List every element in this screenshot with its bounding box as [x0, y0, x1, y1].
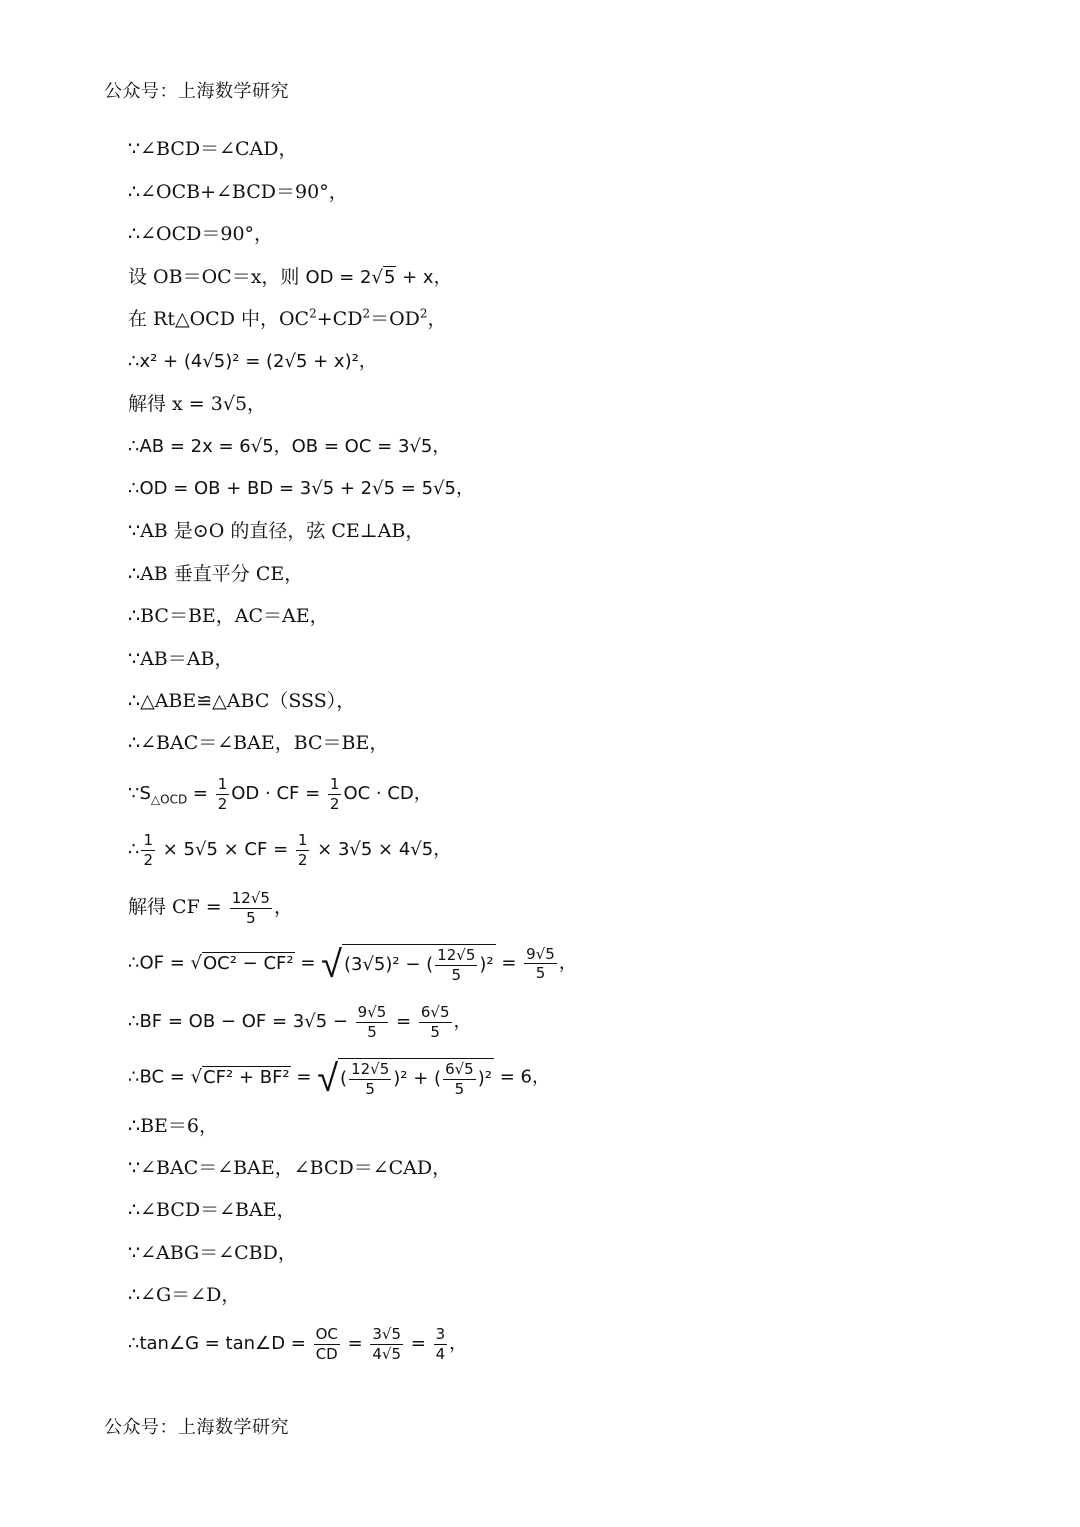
solution-line: ∴∠OCD＝90°，	[128, 223, 274, 245]
denominator: 2	[329, 794, 340, 813]
denominator: 5	[430, 1022, 440, 1041]
fraction	[419, 1004, 452, 1040]
solution-line: ∴BE＝6，	[128, 1115, 219, 1137]
big-radical: √ ( $\frac{12√5}{5}$ )² + ( $\frac{6√5}{5}$ )²	[317, 1055, 492, 1100]
solution-line: ∴∠G＝∠D，	[128, 1284, 241, 1306]
solution-line: ∴∠BAC＝∠BAE，BC＝BE，	[128, 732, 389, 754]
fraction	[370, 1326, 403, 1362]
math-part: ∴BF = OB − OF = 3√5 −	[128, 1011, 354, 1032]
math-part: )²	[477, 1068, 492, 1089]
solution-line: ∴AB = 2x = 6√5，OB = OC = 3√5，	[128, 436, 451, 457]
solution-line: ∵AB＝AB，	[128, 648, 234, 670]
solution-line: ∵∠BCD＝∠CAD，	[128, 138, 298, 160]
denominator: 5	[246, 908, 256, 927]
numerator: 6√5	[420, 1003, 450, 1021]
solution-line: ∵AB 是⊙O 的直径，弦 CE⊥AB，	[128, 520, 425, 542]
denominator: 5	[535, 964, 546, 982]
math-part: ∵S	[128, 783, 151, 804]
subscript: △OCD	[150, 792, 188, 807]
solution-line	[128, 941, 577, 986]
denominator: 2	[143, 850, 153, 869]
solution-line: ∴x² + (4√5)² = (2√5 + x)²，	[128, 351, 377, 372]
solution-line: ∴△ABE≌△ABC（SSS），	[128, 690, 356, 712]
math-part: ∴OF = √	[128, 952, 202, 974]
math-part: OD · CF =	[231, 783, 326, 804]
solution-line	[128, 1326, 467, 1362]
math-expr: OD = 2√5 + x，	[305, 267, 452, 288]
denominator: 5	[451, 965, 462, 984]
superscript: 2	[419, 306, 428, 321]
math-part: OD = 2	[305, 267, 372, 288]
solution-line: ∴BC＝BE，AC＝AE，	[128, 605, 329, 627]
solution-line	[128, 306, 447, 330]
fraction	[443, 1061, 476, 1097]
solution-line: 解得 x = 3√5，	[128, 393, 267, 415]
numerator: OC	[315, 1325, 338, 1343]
math-part: ，	[453, 1011, 472, 1032]
math-part: ∴	[128, 839, 140, 860]
numerator: 1	[297, 831, 308, 849]
text: ，	[273, 896, 293, 918]
solution-line	[128, 776, 432, 812]
math-part: (	[340, 1068, 348, 1089]
numerator: 9√5	[357, 1003, 387, 1021]
solution-line	[128, 268, 452, 287]
fraction	[296, 832, 310, 868]
numerator: 3	[435, 1325, 446, 1343]
numerator: 12√5	[231, 889, 270, 907]
denominator: 2	[217, 794, 228, 813]
math-part: =	[294, 952, 322, 974]
text: 在 Rt△OCD 中，OC	[128, 308, 310, 330]
page-header: 公众号：上海数学研究	[104, 81, 289, 102]
solution-line: ∵∠BAC＝∠BAE，∠BCD＝∠CAD，	[128, 1157, 452, 1179]
solution-line	[128, 890, 293, 926]
denominator: 5	[367, 1022, 377, 1041]
fraction	[216, 776, 230, 812]
numerator: 12√5	[351, 1060, 390, 1078]
solution-line	[128, 1004, 472, 1040]
denominator: 2	[297, 850, 308, 869]
radicand: CF² + BF²	[203, 1066, 290, 1088]
text: +CD	[316, 308, 363, 330]
text: ，	[427, 308, 447, 330]
math-part: =	[390, 1011, 417, 1032]
big-radical: √ (3√5)² − ( $\frac{12√5}{5}$ )²	[321, 941, 494, 986]
math-part: = 6，	[493, 1066, 550, 1088]
math-part: =	[405, 1333, 432, 1354]
math-part: =	[187, 783, 214, 804]
denominator: 5	[454, 1079, 465, 1098]
math-part: =	[290, 1066, 318, 1088]
fraction	[356, 1004, 389, 1040]
fraction	[230, 890, 272, 926]
math-part: OC · CD，	[343, 783, 432, 804]
math-part: =	[341, 1333, 369, 1354]
page-footer: 公众号：上海数学研究	[104, 1417, 289, 1438]
fraction	[314, 1326, 340, 1362]
math-part: (3√5)² − (	[343, 954, 434, 975]
numerator: 3√5	[372, 1325, 402, 1343]
fraction	[524, 946, 557, 982]
fraction	[328, 776, 342, 812]
solution-line	[128, 832, 451, 868]
superscript: 2	[362, 306, 371, 321]
math-part: ，	[449, 1333, 468, 1354]
fraction	[349, 1061, 391, 1097]
denominator: 4	[435, 1344, 446, 1363]
solution-line: ∴AB 垂直平分 CE，	[128, 563, 304, 585]
text: 解得 CF =	[128, 896, 228, 918]
solution-line: ∴∠BCD＝∠BAE，	[128, 1199, 296, 1221]
numerator: 6√5	[445, 1060, 474, 1078]
math-part: ，	[558, 952, 577, 974]
fraction	[141, 832, 155, 868]
numerator: 1	[329, 775, 340, 793]
solution-line: ∴OD = OB + BD = 3√5 + 2√5 = 5√5，	[128, 478, 474, 499]
math-part: × 3√5 × 4√5，	[311, 839, 452, 860]
denominator: CD	[315, 1344, 338, 1363]
numerator: 12√5	[437, 946, 476, 964]
denominator: 4√5	[372, 1344, 402, 1363]
math-part: )²	[479, 954, 494, 975]
superscript: 2	[309, 306, 317, 321]
math-part: =	[495, 952, 523, 974]
text: 设 OB＝OC＝x，则	[128, 266, 306, 288]
radicand: OC² − CF²	[202, 952, 294, 974]
math-part: ∴tan∠G = tan∠D =	[128, 1333, 312, 1354]
numerator: 9√5	[526, 944, 555, 963]
numerator: 1	[143, 831, 153, 849]
math-part: ∴BC = √	[128, 1066, 203, 1088]
solution-line: ∴∠OCB+∠BCD＝90°，	[128, 181, 348, 203]
radicand: 5	[383, 267, 396, 288]
math-part: )² + (	[393, 1068, 442, 1089]
math-part: × 5√5 × CF =	[157, 839, 294, 860]
solution-line	[128, 1055, 550, 1100]
denominator: 5	[365, 1079, 375, 1098]
math-part: + x，	[396, 267, 452, 288]
numerator: 1	[217, 775, 228, 793]
fraction	[434, 1326, 448, 1362]
fraction	[435, 947, 477, 983]
text: ＝OD	[370, 308, 420, 330]
solution-line: ∵∠ABG＝∠CBD，	[128, 1242, 297, 1264]
